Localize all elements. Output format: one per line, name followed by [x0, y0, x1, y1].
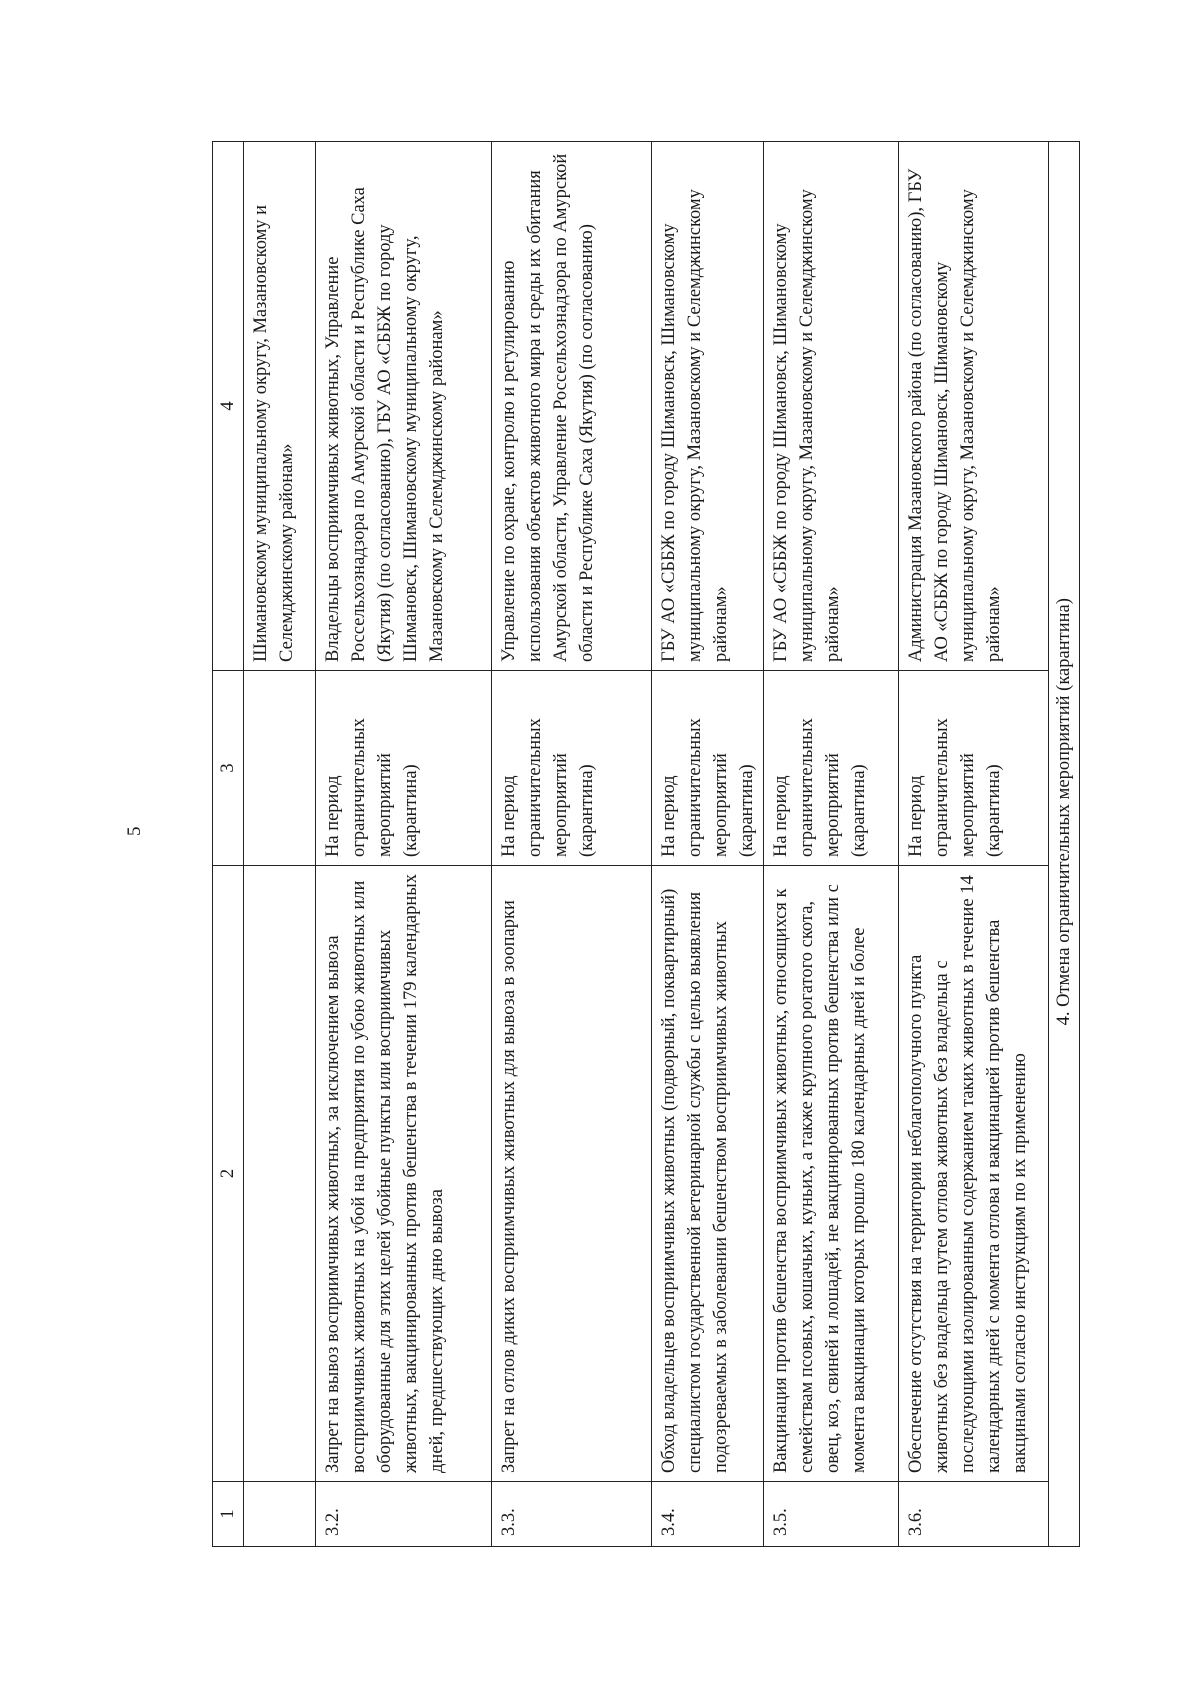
- section-header-row: [1049, 142, 1080, 1547]
- cell-num: 3.4.: [652, 1482, 764, 1547]
- cell-responsible: ГБУ АО «СББЖ по городу Шимановск, Шимановскому муниципальному округу, Мазановскому и Селемджинскому районам»: [652, 142, 764, 671]
- cell-num: 3.6.: [899, 1482, 1049, 1547]
- table-row: [492, 142, 652, 1547]
- table-row: [764, 142, 899, 1547]
- table-row: [652, 142, 764, 1547]
- cell-period: На период ограничительных мероприятий (карантина): [492, 671, 652, 866]
- table-header-row: [213, 142, 244, 1547]
- cell-measure: Обход владельцев восприимчивых животных (подворный, поквартирный) специалистом государственной ветеринарной службы с целью выявления подозреваемых в заболевании бешенством восприимчивых животных: [652, 866, 764, 1482]
- table-row: [899, 142, 1049, 1547]
- cell-measure: Обеспечение отсутствия на территории неблагополучного пункта животных без владельца путем отлова животных без владельца с последующими изолированным содержанием таких животных в течение 14 календарных дней с момента отлова и вакцинацией против бешенства вакцинами согласно инструкциям по их применению: [899, 866, 1049, 1482]
- table-row-continued: [244, 142, 316, 1547]
- cell-measure: [244, 866, 316, 1482]
- header-col-3: 3: [213, 671, 244, 866]
- header-col-2: 2: [213, 866, 244, 1482]
- cell-num: 3.5.: [764, 1482, 899, 1547]
- cell-responsible: Шимановскому муниципальному округу, Мазановскому и Селемджинскому районам»: [244, 142, 316, 671]
- cell-period: На период ограничительных мероприятий (карантина): [764, 671, 899, 866]
- measures-table: [212, 141, 1080, 1547]
- section-spacer: [1049, 1482, 1080, 1547]
- cell-period: На период ограничительных мероприятий (карантина): [899, 671, 1049, 866]
- cell-responsible: Владельцы восприимчивых животных, Управление Россельхознадзора по Амурской области и Республике Саха (Якутия) (по согласованию), ГБУ АО «СББЖ по городу Шимановск, Шимановскому муниципальному округу, Мазановскому и Селемджинскому районам»: [316, 142, 492, 671]
- table-row: [316, 142, 492, 1547]
- cell-num: 3.2.: [316, 1482, 492, 1547]
- page-number: 5: [124, 826, 145, 836]
- header-col-4: 4: [213, 142, 244, 671]
- header-col-1: 1: [213, 1482, 244, 1547]
- cell-measure: Запрет на отлов диких восприимчивых животных для вывоза в зоопарки: [492, 866, 652, 1482]
- cell-period: На период ограничительных мероприятий (карантина): [652, 671, 764, 866]
- cell-measure: Запрет на вывоз восприимчивых животных, за исключением вывоза восприимчивых животных на убой на предприятия по убою животных или оборудованные для этих целей убойные пункты или восприимчивых животных, вакцинированных против бешенства в течении 179 календарных дней, предшествующих дню вывоза: [316, 866, 492, 1482]
- section-title: 4. Отмена ограничительных мероприятий (карантина): [1049, 142, 1080, 1482]
- cell-responsible: Управление по охране, контролю и регулированию использования объектов животного мира и среды их обитания Амурской области, Управление Россельхознадзора по Амурской области и Республике Саха (Якутия) (по согласованию): [492, 142, 652, 671]
- cell-responsible: Администрация Мазановского района (по согласованию), ГБУ АО «СББЖ по городу Шимановск, Шимановскому муниципальному округу, Мазановскому и Селемджинскому районам»: [899, 142, 1049, 671]
- cell-period: [244, 671, 316, 866]
- cell-measure: Вакцинация против бешенства восприимчивых животных, относящихся к семействам псовых, кошачьих, куньих, а также крупного рогатого скота, овец, коз, свиней и лошадей, не вакцинированных против бешенства или с момента вакцинации которых прошло 180 календарных дней и более: [764, 866, 899, 1482]
- cell-responsible: ГБУ АО «СББЖ по городу Шимановск, Шимановскому муниципальному округу, Мазановскому и Селемджинскому районам»: [764, 142, 899, 671]
- cell-num: [244, 1482, 316, 1547]
- cell-num: 3.3.: [492, 1482, 652, 1547]
- cell-period: На период ограничительных мероприятий (карантина): [316, 671, 492, 866]
- measures-table-container: [212, 142, 1074, 1547]
